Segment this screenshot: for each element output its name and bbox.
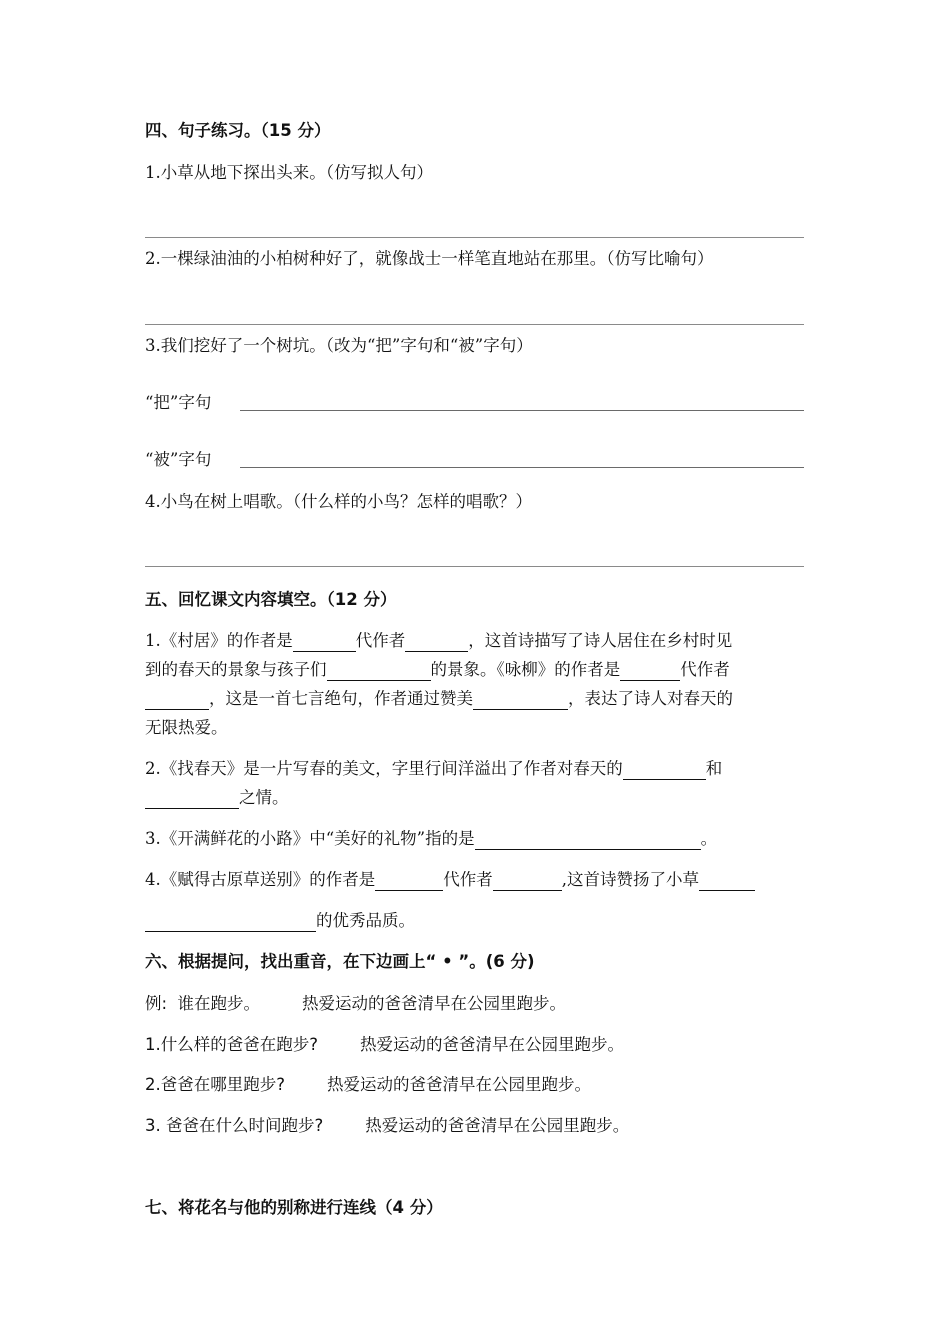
ba-sentence-answer-line[interactable] — [240, 410, 804, 411]
s5-q1-line-1 — [145, 630, 732, 652]
blank-children-activity[interactable] — [327, 662, 431, 681]
blank-cunju-author[interactable] — [293, 633, 356, 652]
s5-q4-line-1 — [145, 869, 755, 891]
blank-praised-object[interactable] — [473, 691, 568, 710]
section-6-title: 六、根据提问，找出重音，在下边画上“ • ”。(6 分) — [145, 952, 535, 971]
ba-sentence-label: “把”字句 — [145, 393, 212, 412]
s4-question-2: 2.一棵绿油油的小柏树种好了，就像战士一样笔直地站在那里。（仿写比喻句） — [145, 249, 714, 268]
section-7-title: 七、将花名与他的别称进行连线（4 分） — [145, 1198, 443, 1217]
s5-q1-text: ，这是一首七言绝句，作者通过赞美 — [209, 689, 473, 708]
bei-sentence-answer-line[interactable] — [240, 467, 804, 468]
blank-yongliu-dynasty[interactable] — [145, 691, 209, 710]
blank-cunju-dynasty[interactable] — [405, 633, 468, 652]
s4-q2-answer-line[interactable] — [145, 324, 804, 325]
s6-question-2[interactable]: 2.爸爸在哪里跑步? 热爱运动的爸爸清早在公园里跑步。 — [145, 1075, 591, 1094]
section-4-title: 四、句子练习。（15 分） — [145, 121, 331, 140]
s5-q1-text: 到的春天的景象与孩子们 — [145, 660, 327, 679]
s5-q4-text: 的优秀品质。 — [316, 911, 415, 930]
s6-question-3[interactable]: 3. 爸爸在什么时间跑步? 热爱运动的爸爸清早在公园里跑步。 — [145, 1116, 630, 1135]
s4-question-4: 4.小鸟在树上唱歌。（什么样的小鸟？怎样的唱歌？） — [145, 492, 532, 511]
s5-q2-text: 之情。 — [239, 788, 289, 807]
s5-q3-text: 3.《开满鲜花的小路》中“美好的礼物”指的是 — [145, 829, 475, 848]
s5-q4-line-2 — [145, 910, 415, 932]
s5-q1-text: ，表达了诗人对春天的 — [568, 689, 733, 708]
s5-q1-text: ，这首诗描写了诗人居住在乡村时见 — [468, 631, 733, 650]
s5-q1-line-3 — [145, 688, 733, 710]
s5-q3-text: 。 — [700, 829, 718, 848]
s5-q2-text: 2.《找春天》是一片写春的美文，字里行间洋溢出了作者对春天的 — [145, 759, 623, 778]
s5-q1-text: 的景象。《咏柳》的作者是 — [430, 660, 621, 679]
s5-q1-text: 1.《村居》的作者是 — [145, 631, 293, 650]
s4-q1-answer-line[interactable] — [145, 237, 804, 238]
s5-q1-line-4: 无限热爱。 — [145, 718, 228, 737]
s5-q1-line-2 — [145, 659, 730, 681]
s5-q2-text: 和 — [705, 759, 723, 778]
s5-q2-line-1 — [145, 758, 722, 780]
section-5-title: 五、回忆课文内容填空。（12 分） — [145, 590, 397, 609]
s5-q2-line-2 — [145, 787, 289, 809]
s5-q1-text: 代作者 — [355, 631, 406, 650]
blank-fude-author[interactable] — [375, 872, 443, 891]
s6-example: 例: 谁在跑步。 热爱运动的爸爸清早在公园里跑步。 — [145, 994, 567, 1013]
blank-grass-quality-start[interactable] — [699, 872, 755, 891]
blank-feeling-1[interactable] — [623, 761, 706, 780]
s5-q4-text: ,这首诗赞扬了小草 — [561, 870, 699, 889]
s5-q4-text: 4.《赋得古原草送别》的作者是 — [145, 870, 376, 889]
s4-question-1: 1.小草从地下探出头来。（仿写拟人句） — [145, 163, 433, 182]
blank-feeling-2[interactable] — [145, 790, 239, 809]
blank-yongliu-author[interactable] — [620, 662, 680, 681]
blank-grass-quality[interactable] — [145, 913, 316, 932]
s4-question-3: 3.我们挖好了一个树坑。（改为“把”字句和“被”字句） — [145, 336, 533, 355]
s4-q4-answer-line[interactable] — [145, 566, 804, 567]
s5-q3-line — [145, 828, 717, 850]
s5-q4-text: 代作者 — [443, 870, 493, 889]
blank-beautiful-gift[interactable] — [475, 831, 701, 850]
bei-sentence-label: “被”字句 — [145, 450, 212, 469]
s6-question-1[interactable]: 1.什么样的爸爸在跑步? 热爱运动的爸爸清早在公园里跑步。 — [145, 1035, 624, 1054]
blank-fude-dynasty[interactable] — [493, 872, 562, 891]
s5-q1-text: 代作者 — [680, 660, 730, 679]
